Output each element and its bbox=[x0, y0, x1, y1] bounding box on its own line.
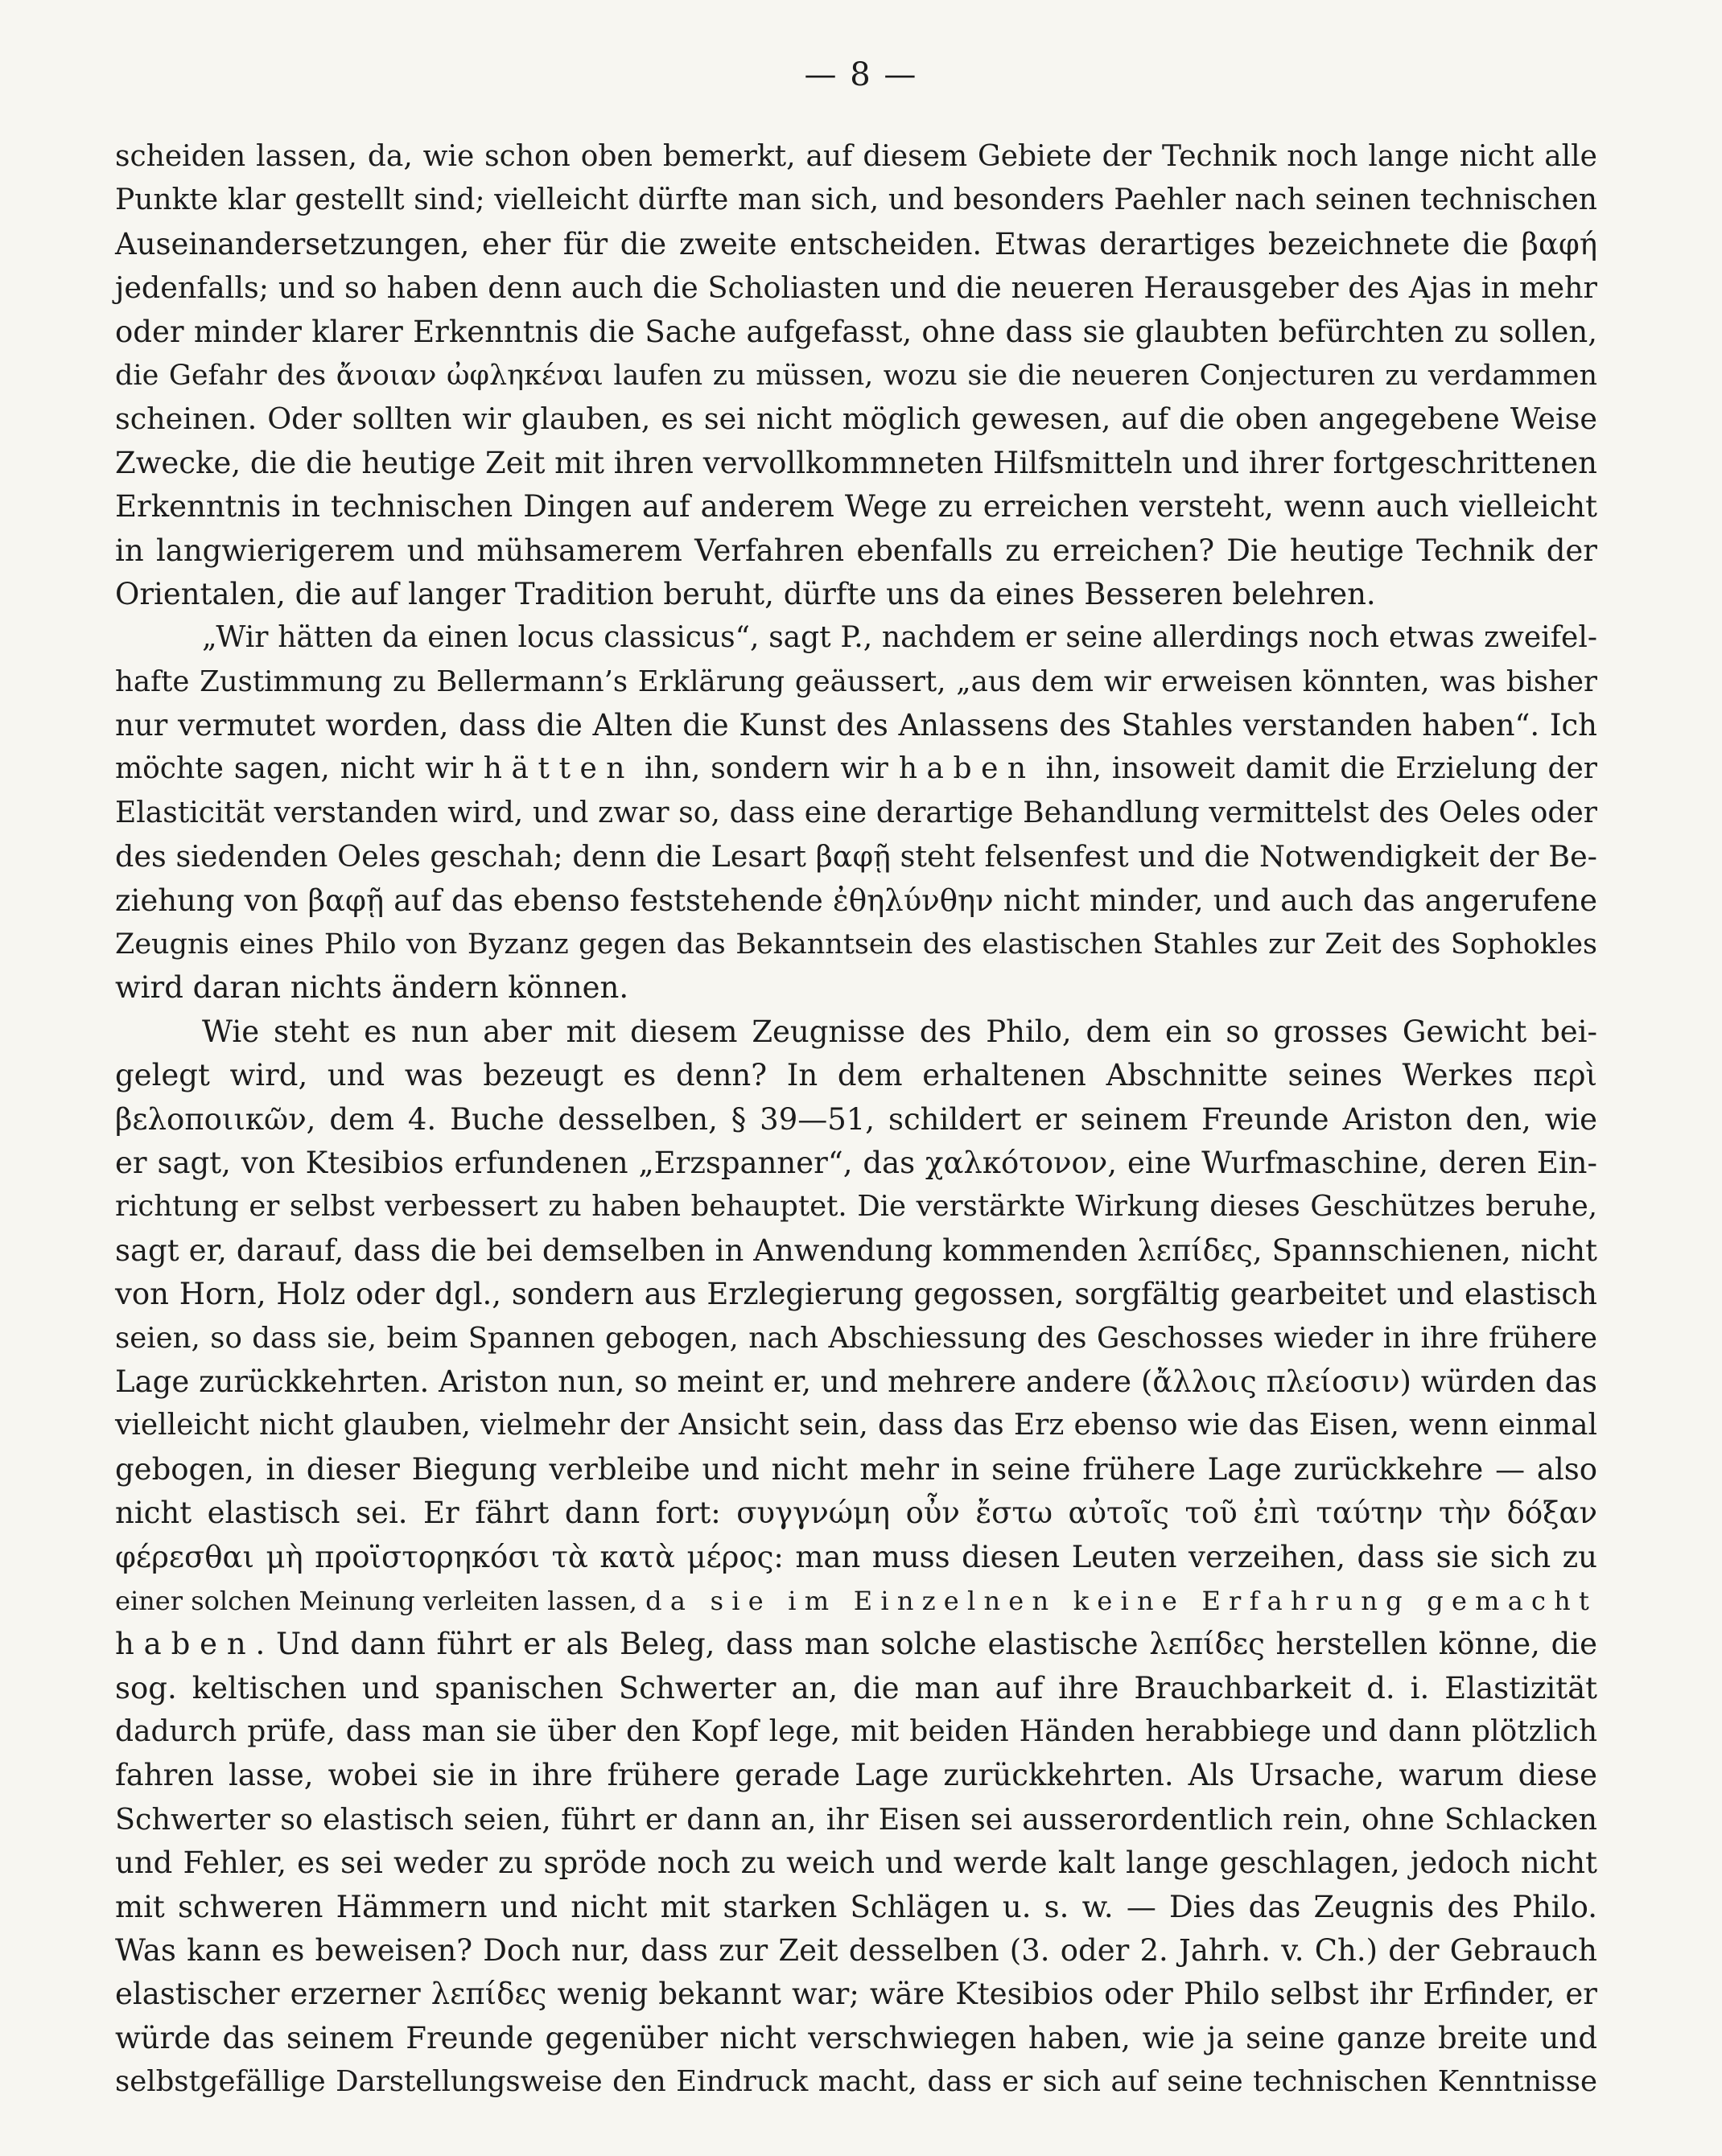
text-line: von Horn, Holz oder dgl., sondern aus Erzlegierung gegossen, sorgfältig gearbeitet und elastisch bbox=[115, 1277, 1597, 1312]
text-line bbox=[115, 1579, 1597, 1623]
text-line: sagt er, darauf, dass die bei demselben in Anwendung kommenden λεπίδες, Spannschienen, nicht bbox=[115, 1232, 1597, 1268]
text-line: jedenfalls; und so haben denn auch die Scholiasten und die neueren Herausgeber des Ajas in mehr bbox=[115, 270, 1597, 306]
spaced-emphasis: hätten bbox=[483, 752, 634, 786]
text-line: mit schweren Hämmern und nicht mit starken Schlägen u. s. w. — Dies das Zeugnis des Philo. bbox=[115, 1889, 1597, 1924]
text-line: würde das seinem Freunde gegenüber nicht verschwiegen haben, wie ja seine ganze breite und bbox=[115, 2020, 1597, 2055]
text-line: Orientalen, die auf langer Tradition beruht, dürfte uns da eines Besseren belehren. bbox=[115, 576, 1376, 611]
text-line: selbstgefällige Darstellungsweise den Eindruck macht, dass er sich auf seine technischen Kenntnisse bbox=[115, 2065, 1597, 2099]
text-line: Lage zurückkehrten. Ariston nun, so meint er, und mehrere andere (ἄλλοις πλείοσιν) würden das bbox=[115, 1364, 1597, 1399]
text-line: gelegt wird, und was bezeugt es denn? In dem erhaltenen Abschnitte seines Werkes περὶ bbox=[115, 1058, 1597, 1093]
text-line: er sagt, von Ktesibios erfundenen „Erzspanner“, das χαλκότονον, eine Wurfmaschine, deren Ein- bbox=[115, 1145, 1597, 1180]
text-line: richtung er selbst verbessert zu haben behauptet. Die verstärkte Wirkung dieses Geschützes beruhe, bbox=[115, 1190, 1597, 1224]
text-line: vielleicht nicht glauben, vielmehr der Ansicht sein, dass das Erz ebenso wie das Eisen, wenn einmal bbox=[115, 1409, 1597, 1442]
text-line: und Fehler, es sei weder zu spröde noch zu weich und werde kalt lange geschlagen, jedoch nicht bbox=[115, 1845, 1597, 1881]
text-line: Was kann es beweisen? Doch nur, dass zur Zeit desselben (3. oder 2. Jahrh. v. Ch.) der Gebrauch bbox=[115, 1933, 1597, 1969]
text-line: oder minder klarer Erkenntnis die Sache aufgefasst, ohne dass sie glaubten befürchten zu sollen, bbox=[115, 314, 1597, 349]
text-line: in langwierigerem und mühsamerem Verfahren ebenfalls zu erreichen? Die heutige Technik der bbox=[115, 533, 1597, 568]
text-line: Elasticität verstanden wird, und zwar so, dass eine derartige Behandlung vermittelst des Oeles oder bbox=[115, 796, 1597, 829]
text-line: scheinen. Oder sollten wir glauben, es sei nicht möglich gewesen, auf die oben angegebene Weise bbox=[115, 401, 1597, 437]
text-line: „Wir hätten da einen locus classicus“, sagt P., nachdem er seine allerdings noch etwas zweifel- bbox=[202, 621, 1597, 655]
text-line: Zwecke, die die heutige Zeit mit ihren vervollkommneten Hilfsmitteln und ihrer fortgeschrittenen bbox=[115, 445, 1597, 480]
text-line: hafte Zustimmung zu Bellermann’s Erklärung geäussert, „aus dem wir erweisen könnten, was bisher bbox=[115, 664, 1597, 698]
text-line: ziehung von βαφῇ auf das ebenso feststehende ἐθηλύνθην nicht minder, und auch das angerufene bbox=[115, 883, 1597, 918]
text-line: wird daran nichts ändern können. bbox=[115, 970, 629, 1006]
text-line: Schwerter so elastisch seien, führt er dann an, ihr Eisen sei ausserordentlich rein, ohne Schlacken bbox=[115, 1801, 1597, 1837]
text-run: möchte sagen, nicht wir bbox=[115, 752, 484, 786]
text-run: ihn, insoweit damit die Erzielung der bbox=[1035, 752, 1598, 786]
body-text bbox=[115, 135, 1597, 2105]
text-line: scheiden lassen, da, wie schon oben bemerkt, auf diesem Gebiete der Technik noch lange nicht alle bbox=[115, 140, 1597, 173]
spaced-emphasis: haben bbox=[115, 1627, 256, 1662]
text-line: nicht elastisch sei. Er fährt dann fort: συγγνώμη οὖν ἔστω αὐτοῖς τοῦ ἐπὶ ταύτην τὴν δόξαν bbox=[115, 1496, 1597, 1531]
text-line: Erkenntnis in technischen Dingen auf anderem Wege zu erreichen versteht, wenn auch vielleicht bbox=[115, 489, 1597, 525]
text-run: ihn, sondern wir bbox=[634, 752, 899, 786]
page-number: — 8 — bbox=[804, 56, 918, 93]
spaced-emphasis: haben bbox=[898, 752, 1036, 786]
text-line: Wie steht es nun aber mit diesem Zeugnisse des Philo, dem ein so grosses Gewicht bei- bbox=[202, 1014, 1597, 1049]
text-line: nur vermutet worden, dass die Alten die Kunst des Anlassens des Stahles verstanden haben“. Ich bbox=[115, 708, 1597, 743]
text-line: Punkte klar gestellt sind; vielleicht dürfte man sich, und besonders Paehler nach seinen technischen bbox=[115, 183, 1597, 217]
text-run: einer solchen Meinung verleiten lassen, bbox=[115, 1585, 646, 1616]
text-line: Zeugnis eines Philo von Byzanz gegen das Bekanntsein des elastischen Stahles zur Zeit des Sophokles bbox=[115, 928, 1597, 961]
text-line: des siedenden Oeles geschah; denn die Lesart βαφῇ steht felsenfest und die Notwendigkeit der Be- bbox=[115, 839, 1597, 874]
text-line bbox=[115, 1623, 1597, 1666]
text-line: elastischer erzerner λεπίδες wenig bekannt war; wäre Ktesibios oder Philo selbst ihr Erfinder, er bbox=[115, 1977, 1597, 2012]
text-line: dadurch prüfe, dass man sie über den Kopf lege, mit beiden Händen herabbiege und dann plötzlich bbox=[115, 1715, 1597, 1749]
text-run: . Und dann führt er als Beleg, dass man solche elastische λεπίδες herstellen könne, die bbox=[255, 1627, 1597, 1662]
spaced-emphasis: da sie im Einzelnen keine Erfahrung gemacht bbox=[645, 1585, 1598, 1616]
text-line bbox=[115, 747, 1597, 791]
text-line: seien, so dass sie, beim Spannen gebogen, nach Abschiessung des Geschosses wieder in ihre frühere bbox=[115, 1321, 1597, 1355]
text-line: die Gefahr des ἄνοιαν ὠφληκέναι laufen zu müssen, wozu sie die neueren Conjecturen zu verdammen bbox=[115, 359, 1597, 392]
text-line: Auseinandersetzungen, eher für die zweite entscheiden. Etwas derartiges bezeichnete die βαφή bbox=[115, 226, 1597, 261]
text-line: φέρεσθαι μὴ προϊστορηκόσι τὰ κατὰ μέρος: man muss diesen Leuten verzeihen, dass sie sich zu bbox=[115, 1539, 1597, 1574]
text-line: fahren lasse, wobei sie in ihre frühere gerade Lage zurückkehrten. Als Ursache, warum diese bbox=[115, 1758, 1597, 1793]
text-line: gebogen, in dieser Biegung verbleibe und nicht mehr in seine frühere Lage zurückkehre — also bbox=[115, 1451, 1597, 1487]
text-line: βελοποιικῶν, dem 4. Buche desselben, § 39—51, schildert er seinem Freunde Ariston den, wie bbox=[115, 1101, 1597, 1137]
text-line: sog. keltischen und spanischen Schwerter an, die man auf ihre Brauchbarkeit d. i. Elastizität bbox=[115, 1670, 1597, 1705]
